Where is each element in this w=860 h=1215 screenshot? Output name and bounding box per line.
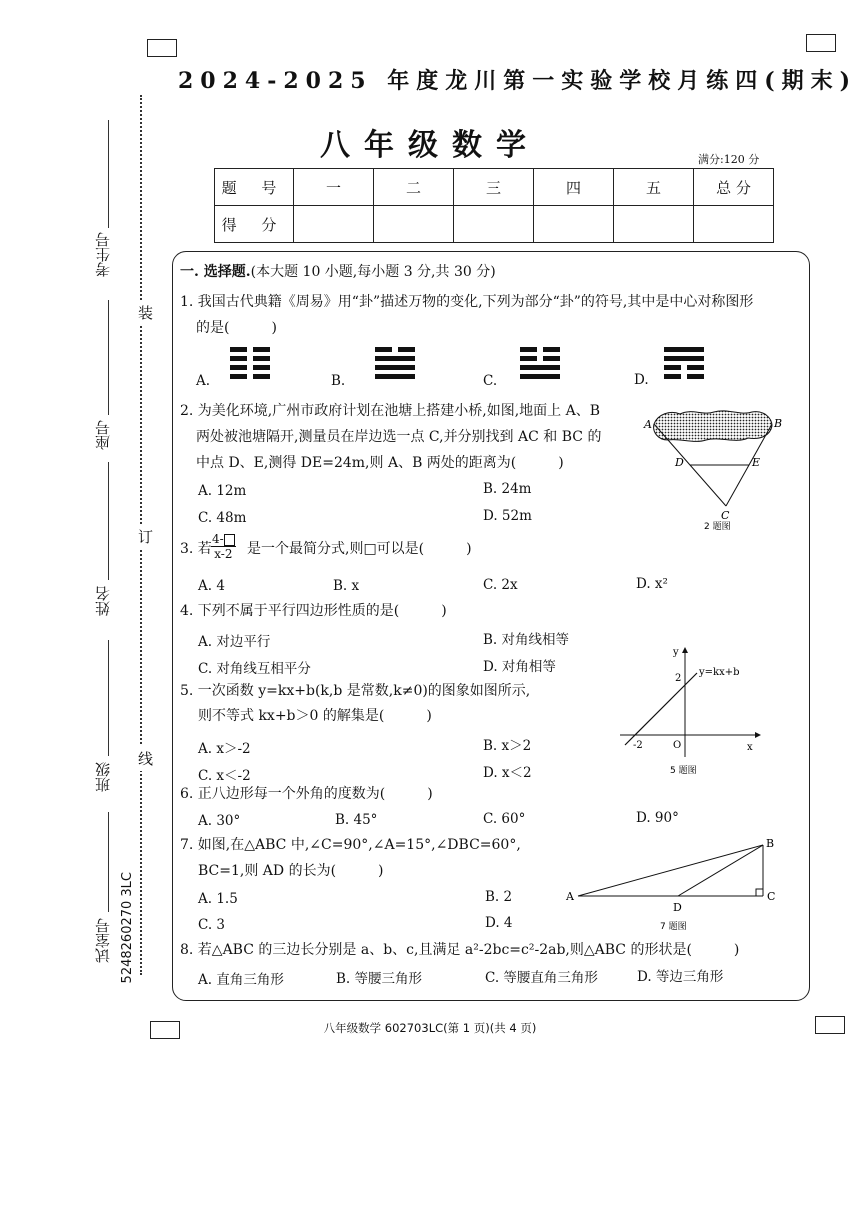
score-input-cell[interactable]: [534, 206, 614, 243]
score-input-cell[interactable]: [694, 206, 774, 243]
section-heading-note: (本大题 10 小题,每小题 3 分,共 30 分): [250, 264, 496, 280]
q5-caption: 5 题图: [670, 766, 697, 776]
q1-line2: 的是( ): [196, 320, 277, 336]
q4-option-c[interactable]: C. 对角线互相平分: [198, 661, 311, 677]
q3-option-c[interactable]: C. 2x: [483, 577, 518, 593]
q2-line2: 两处被池塘隔开,测量员在岸边选一点 C,并分别找到 AC 和 BC 的: [196, 429, 602, 445]
score-input-cell[interactable]: [614, 206, 694, 243]
q7-option-b[interactable]: B. 2: [485, 889, 513, 905]
q5-option-a[interactable]: A. x＞-2: [198, 741, 251, 757]
q6-option-b[interactable]: B. 45°: [335, 812, 378, 828]
q2-line1: 2. 为美化环境,广州市政府计划在池塘上搭建小桥,如图,地面上 A、B: [180, 403, 601, 419]
q7-option-a[interactable]: A. 1.5: [198, 891, 238, 907]
q7-figure: [560, 833, 790, 935]
q2-label-c: C: [721, 509, 730, 522]
score-header-cell: 五: [614, 169, 694, 206]
q5-intercept-y: 2: [675, 673, 682, 684]
full-score: 满分:120 分: [698, 153, 760, 166]
exam-code: 5248260270 3LC: [120, 872, 135, 984]
section-heading: [180, 263, 496, 281]
subject-title: 八年级数学: [320, 128, 540, 163]
class-field[interactable]: [108, 640, 109, 756]
q7-label-d: D: [673, 901, 682, 914]
q5-line1: 5. 一次函数 y=kx+b(k,b 是常数,k≠0)的图象如图所示,: [180, 683, 531, 699]
q2-label-a: A: [644, 418, 652, 431]
exam-room-field[interactable]: [108, 812, 109, 912]
score-table: [214, 168, 774, 243]
q1-option-d[interactable]: D.: [634, 372, 649, 388]
class-label: 班级: [94, 762, 112, 792]
q3-option-a[interactable]: A. 4: [198, 578, 225, 594]
q7-label-c: C: [767, 890, 776, 903]
hexagram-b-icon: [375, 347, 415, 383]
q4-line1: 4. 下列不属于平行四边形性质的是( ): [180, 603, 447, 619]
score-header-cell: 一: [294, 169, 374, 206]
q5-origin: O: [673, 740, 682, 751]
score-header-cell: 三: [454, 169, 534, 206]
hexagram-d-icon: [664, 347, 704, 383]
section-heading-title: 一. 选择题.: [180, 264, 251, 280]
q7-option-c[interactable]: C. 3: [198, 917, 226, 933]
q3-suffix: 是一个最简分式,则□可以是( ): [247, 541, 472, 557]
score-input-cell[interactable]: [374, 206, 454, 243]
q8-option-d[interactable]: D. 等边三角形: [637, 969, 724, 985]
score-header-cell: 二: [374, 169, 454, 206]
registration-mark: [147, 39, 177, 57]
page-footer: 八年级数学 602703LC(第 1 页)(共 4 页): [323, 1021, 537, 1035]
q4-option-b[interactable]: B. 对角线相等: [483, 632, 570, 648]
q3-numerator: 4-: [212, 532, 224, 546]
q6-option-a[interactable]: A. 30°: [198, 813, 241, 829]
q7-option-d[interactable]: D. 4: [485, 915, 513, 931]
q7-line2: BC=1,则 AD 的长为( ): [198, 863, 384, 879]
pond-shape: [654, 411, 772, 442]
q8-option-a[interactable]: A. 直角三角形: [198, 972, 284, 988]
registration-mark: [806, 34, 836, 52]
candidate-number-field[interactable]: [108, 120, 109, 228]
q2-option-d[interactable]: D. 52m: [483, 508, 532, 524]
q5-intercept-x: -2: [633, 740, 643, 751]
score-header-cell: 四: [534, 169, 614, 206]
q2-option-b[interactable]: B. 24m: [483, 481, 532, 497]
q4-option-a[interactable]: A. 对边平行: [198, 634, 271, 650]
score-input-cell[interactable]: [454, 206, 534, 243]
q5-figure: [615, 645, 765, 780]
seat-number-field[interactable]: [108, 300, 109, 415]
q2-figure: [640, 404, 790, 534]
q3-prefix: 3. 若: [180, 541, 212, 557]
q7-label-b: B: [766, 837, 775, 850]
q1-option-a[interactable]: A.: [196, 373, 211, 389]
binding-char: 装: [138, 300, 153, 325]
q8-option-c[interactable]: C. 等腰直角三角形: [485, 970, 598, 986]
q7-line1: 7. 如图,在△ABC 中,∠C=90°,∠A=15°,∠DBC=60°,: [180, 837, 521, 853]
q2-label-d: D: [675, 456, 684, 469]
binding-char: 线: [138, 746, 153, 771]
q2-label-e: E: [752, 456, 761, 469]
score-row-label: 得 分: [215, 206, 294, 243]
candidate-number-label: 考生号: [94, 232, 112, 277]
q5-line2: 则不等式 kx+b＞0 的解集是( ): [198, 708, 432, 724]
seat-number-label: 座号: [94, 420, 112, 450]
binding-char: 订: [138, 524, 153, 549]
school-title: 2024-2025 年度龙川第一实验学校月练四(期末): [178, 68, 858, 94]
q2-option-a[interactable]: A. 12m: [198, 483, 247, 499]
q5-axis-x: x: [747, 742, 753, 753]
q5-line-label: y=kx+b: [699, 667, 740, 678]
hexagram-c-icon: [520, 347, 560, 383]
score-input-cell[interactable]: [294, 206, 374, 243]
q5-axis-y: y: [673, 647, 679, 658]
q8-line1: 8. 若△ABC 的三边长分别是 a、b、c,且满足 a²-2bc=c²-2ab,则△ABC 的形状是( ): [180, 942, 740, 958]
q4-option-d[interactable]: D. 对角相等: [483, 659, 556, 675]
q3-option-d[interactable]: D. x²: [636, 576, 668, 592]
q2-label-b: B: [774, 417, 783, 430]
q6-line1: 6. 正八边形每一个外角的度数为( ): [180, 786, 433, 802]
q3-option-b[interactable]: B. x: [333, 578, 360, 594]
hexagram-a-icon: [230, 347, 270, 383]
exam-room-label: 试室号: [94, 918, 112, 963]
q2-caption: 2 题图: [704, 522, 731, 532]
q7-caption: 7 题图: [660, 922, 687, 932]
name-field[interactable]: [108, 462, 109, 580]
q2-line3: 中点 D、E,测得 DE=24m,则 A、B 两处的距离为( ): [196, 455, 564, 471]
q3-denominator: x-2: [214, 547, 233, 561]
q6-option-d[interactable]: D. 90°: [636, 810, 679, 826]
q5-option-c[interactable]: C. x＜-2: [198, 768, 251, 784]
q1-option-c[interactable]: C.: [483, 373, 498, 389]
q7-label-a: A: [566, 890, 574, 903]
q5-option-b[interactable]: B. x＞2: [483, 738, 532, 754]
q2-option-c[interactable]: C. 48m: [198, 510, 247, 526]
q3-fraction: [211, 532, 236, 561]
blank-box-icon: [224, 534, 235, 546]
score-header-cell: 题 号: [215, 169, 294, 206]
q6-option-c[interactable]: C. 60°: [483, 811, 526, 827]
score-header-cell: 总 分: [694, 169, 774, 206]
q1-option-b[interactable]: B.: [331, 373, 346, 389]
q1-line1: 1. 我国古代典籍《周易》用“卦”描述万物的变化,下列为部分“卦”的符号,其中是中心对称图形: [180, 294, 754, 310]
q8-option-b[interactable]: B. 等腰三角形: [336, 971, 423, 987]
q5-option-d[interactable]: D. x＜2: [483, 765, 532, 781]
name-label: 姓名: [94, 586, 112, 616]
